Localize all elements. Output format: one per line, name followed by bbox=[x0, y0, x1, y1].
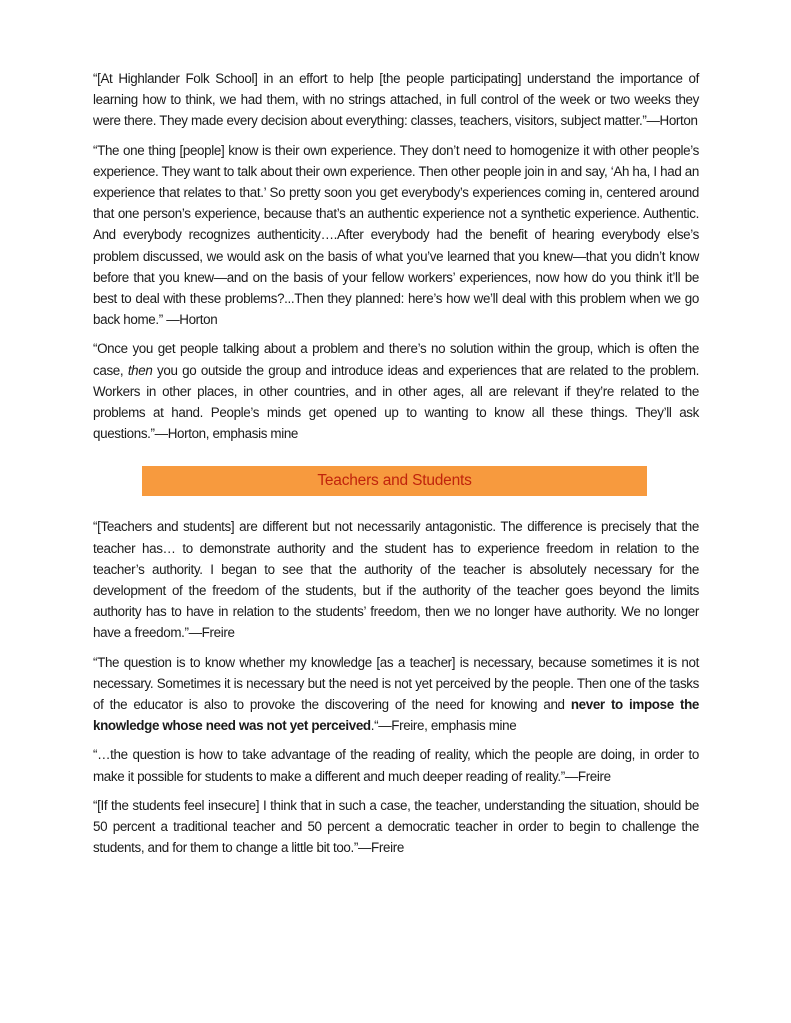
quote-paragraph-outside-ideas bbox=[93, 338, 699, 444]
emphasis-text: then bbox=[127, 362, 153, 378]
quote-text-before: “Once you get people talking about a problem and there’s no solution within the group, which is often the case, bbox=[93, 341, 699, 378]
quote-paragraph-insecure-students: “[If the students feel insecure] I think that in such a case, the teacher, understanding the situation, should be 50 percent a traditional teacher and 50 percent a democratic teacher in order to begin to challenge the students, and for them to change a little bit too.”—Freire bbox=[93, 797, 699, 856]
document-page bbox=[93, 68, 699, 867]
quote-paragraph-highlander: “[At Highlander Folk School] in an effort to help [the people participating] understand the importance of learning how to think, we had them, with no strings attached, in full control of the week or two weeks they were there. They made every decision about everything: classes, teachers, visitors, subject matter.”—Horton bbox=[93, 71, 699, 129]
horton-quotes-section bbox=[93, 68, 699, 444]
quote-paragraph-knowledge bbox=[93, 652, 699, 737]
quote-paragraph-experience: “The one thing [people] know is their own experience. They don’t need to homogenize it with other people’s experience. They want to talk about their own experience. Then other people join in and say, ‘Ah ha, I had an experience that relates to that.’ So pretty soon you get everybody’s experiences coming in, centered around that one person’s experience, because that’s an authentic experience not a synthetic experience. Authentic. And everybody recognizes authenticity….After everybody had the benefit of hearing everybody else’s problem discussed, we would ask on the basis of what you’ve learned that you knew—that you didn’t know before that you knew—and on the basis of your fellow workers’ experiences, now how do you think it’ll be best to deal with these problems?...Then they planned: here’s how we’ll deal with this problem when we go back home.” —Horton bbox=[93, 142, 699, 328]
section-heading-banner bbox=[142, 466, 647, 496]
freire-quotes-section bbox=[93, 516, 699, 858]
quote-text-after: .“—Freire, emphasis mine bbox=[370, 718, 517, 734]
quote-paragraph-reading-reality: “…the question is how to take advantage of the reading of reality, which the people are doing, in order to make it possible for students to make a different and much deeper reading of reality.”—Freire bbox=[93, 747, 699, 784]
quote-paragraph-authority: “[Teachers and students] are different but not necessarily antagonistic. The difference is precisely that the teacher has… to demonstrate authority and the student has to experience freedom in relation to the teacher’s authority. I began to see that the authority of the teacher is absolutely necessary for the development of the freedom of the students, but if the authority of the teacher goes beyond the limits authority has to have in relation to the students’ freedom, then we no longer have authority. We no longer have a freedom.”—Freire bbox=[93, 519, 699, 641]
quote-text-before: “The question is to know whether my knowledge [as a teacher] is necessary, because sometimes it is not necessary. Sometimes it is necessary but the need is not yet perceived by the people. Then one of the tasks of the educator is also to provoke the discovering of the need for knowing and bbox=[93, 654, 699, 713]
section-heading-title: Teachers and Students bbox=[317, 472, 472, 490]
quote-text-after: you go outside the group and introduce ideas and experiences that are related to the problem. Workers in other places, in other countries, and in other ages, all are relevant if they’re related to the problems at hand. People’s minds get opened up to wanting to know all these things. They’ll ask questions.”—Horton, emphasis mine bbox=[93, 362, 699, 442]
bold-emphasis-text: never to impose the knowledge whose need was not yet perceived bbox=[93, 697, 699, 734]
